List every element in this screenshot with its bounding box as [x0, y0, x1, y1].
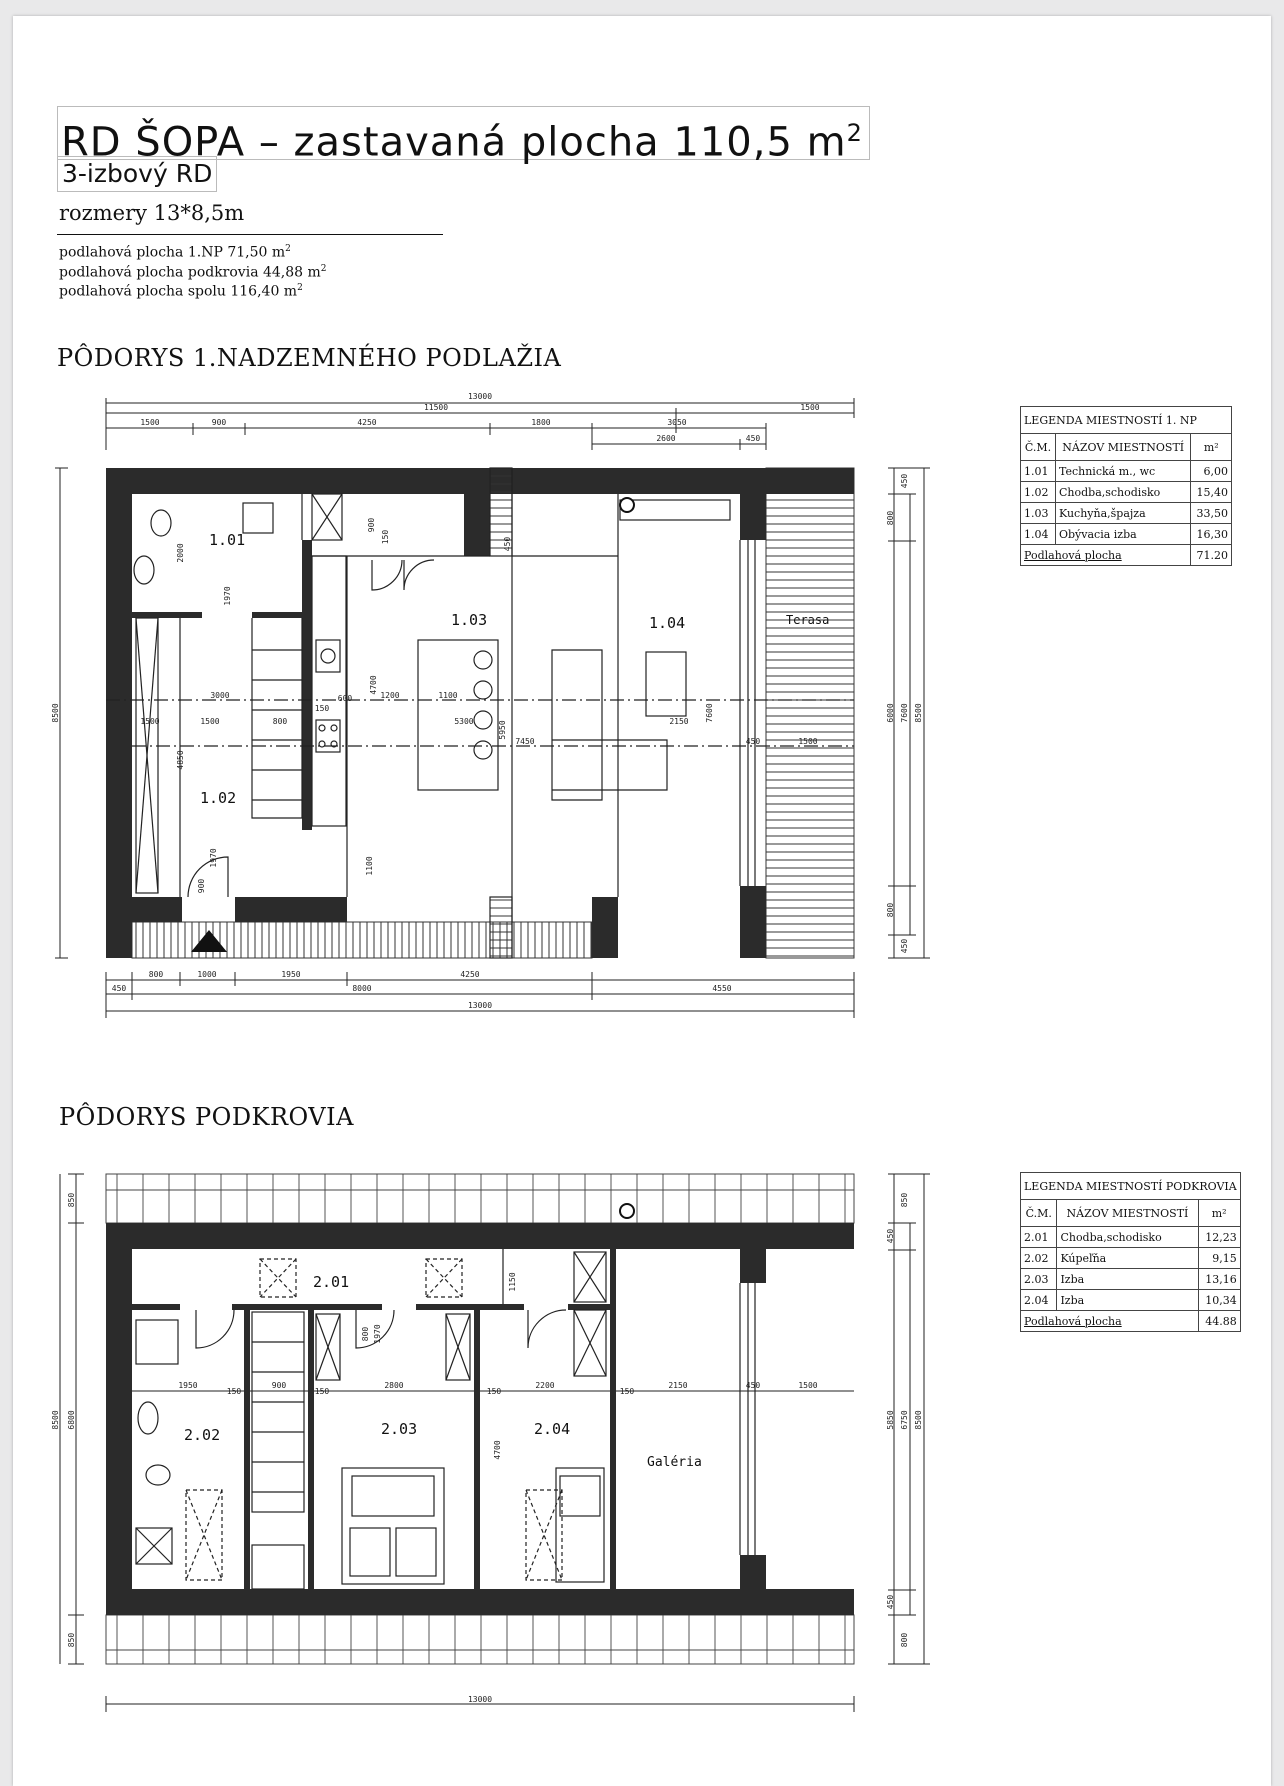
plan2-walls: [106, 1223, 854, 1615]
dim-label: 1950: [178, 1381, 198, 1390]
dim-label: 13000: [467, 1001, 493, 1010]
room-label: 1.04: [649, 614, 686, 632]
plan1-heading: PÔDORYS 1.NADZEMNÉHO PODLAŽIA: [57, 344, 562, 372]
dim-label: 13000: [467, 392, 493, 401]
dim-label: 1950: [281, 970, 301, 979]
dim-label: 1100: [438, 691, 458, 700]
legend-total-row: Podlahová plocha 71.20: [1021, 545, 1232, 566]
legend-row: 2.02 Kúpeľňa 9,15: [1021, 1248, 1241, 1269]
dim-label: 450: [503, 536, 512, 552]
dim-label: 3050: [667, 418, 687, 427]
dim-label: 4250: [357, 418, 377, 427]
dim-label: 5950: [498, 720, 507, 740]
dim-label: 2000: [176, 543, 185, 563]
dim-label: 1500: [140, 418, 160, 427]
room-label: 2.02: [184, 1426, 221, 1444]
dim-label: 850: [67, 1192, 76, 1208]
roof-overhang-bottom: [106, 1615, 854, 1664]
legend-title: LEGENDA MIESTNOSTÍ 1. NP: [1021, 407, 1232, 434]
dim-label: 1000: [197, 970, 217, 979]
dim-label: 5850: [886, 1410, 895, 1430]
dim-label: 1970: [223, 586, 232, 606]
dim-label: 450: [886, 1228, 895, 1244]
dim-label: 1500: [798, 1381, 818, 1390]
terrace-decking: [766, 468, 854, 958]
dim-label: 1500: [798, 737, 818, 746]
dim-label: 850: [67, 1632, 76, 1648]
dim-label: 4850: [176, 750, 185, 770]
dim-label: 8500: [914, 703, 923, 723]
legend-row: 1.03 Kuchyňa,špajza 33,50: [1021, 503, 1232, 524]
legend-col-no: Č.M.: [1021, 434, 1056, 461]
dim-label: 450: [111, 984, 127, 993]
legend-col-area: m²: [1198, 1200, 1240, 1227]
area-line: podlahová plocha 1.NP 71,50 $m^2$: [59, 244, 291, 261]
dim-label: 150: [619, 1387, 635, 1396]
title-unit-exponent: 2: [846, 119, 863, 147]
dim-label: 7600: [705, 703, 714, 723]
dim-label: 900: [197, 878, 206, 894]
dim-label: 450: [886, 1594, 895, 1610]
dim-label: 6000: [886, 703, 895, 723]
dim-label: 13000: [467, 1695, 493, 1704]
dim-label: 150: [486, 1387, 502, 1396]
roof-overhang-top: [106, 1174, 854, 1223]
legend-row: 2.03 Izba 13,16: [1021, 1269, 1241, 1290]
chimney-icon: [620, 498, 634, 512]
dim-label: 450: [745, 737, 761, 746]
legend-title: LEGENDA MIESTNOSTÍ PODKROVIA: [1021, 1173, 1241, 1200]
dim-label: 1150: [508, 1272, 517, 1292]
dim-label: 900: [367, 517, 376, 533]
subtitle: 3-izbový RD: [57, 156, 217, 192]
dim-label: 1800: [531, 418, 551, 427]
dim-label: 800: [900, 1632, 909, 1648]
chimney-icon: [620, 1204, 634, 1218]
dim-label: 1500: [800, 403, 820, 412]
legend-col-no: Č.M.: [1021, 1200, 1057, 1227]
legend-col-name: NÁZOV MIESTNOSTÍ: [1055, 434, 1191, 461]
dim-label: 6800: [67, 1410, 76, 1430]
dim-label: 150: [226, 1387, 242, 1396]
room-label: 2.01: [313, 1273, 350, 1291]
dim-label: 450: [745, 1381, 761, 1390]
dim-label: 2150: [669, 717, 689, 726]
legend-row: 1.02 Chodba,schodisko 15,40: [1021, 482, 1232, 503]
dim-label: 7450: [515, 737, 535, 746]
room-label: 2.03: [381, 1420, 418, 1438]
dim-label: 1100: [365, 856, 374, 876]
room-label: 1.02: [200, 789, 237, 807]
dim-label: 150: [314, 1387, 330, 1396]
dim-label: 4700: [369, 675, 378, 695]
legend-row: 2.04 Izba 10,34: [1021, 1290, 1241, 1311]
dim-label: 1970: [373, 1324, 382, 1344]
dim-label: 800: [886, 510, 895, 526]
dim-label: 800: [886, 902, 895, 918]
dim-label: 8500: [51, 703, 60, 723]
dim-label: 450: [900, 938, 909, 954]
plan2: [51, 1174, 930, 1712]
dim-label: 1500: [200, 717, 220, 726]
legend-total-row: Podlahová plocha 44.88: [1021, 1311, 1241, 1332]
plan1: [51, 392, 930, 1018]
dim-label: 1500: [140, 717, 160, 726]
legend-row: 1.01 Technická m., wc 6,00: [1021, 461, 1232, 482]
dim-label: 150: [314, 704, 330, 713]
dim-label: 900: [211, 418, 227, 427]
dim-label: 8500: [51, 1410, 60, 1430]
dim-label: 2200: [535, 1381, 555, 1390]
dim-label: 4250: [460, 970, 480, 979]
dim-label: 7600: [900, 703, 909, 723]
room-label: 1.03: [451, 611, 488, 629]
dim-label: 8000: [352, 984, 372, 993]
dim-label: 6750: [900, 1410, 909, 1430]
dim-label: 800: [148, 970, 164, 979]
dim-label: 600: [337, 694, 353, 703]
dim-label: 8500: [914, 1410, 923, 1430]
dim-label: 900: [271, 1381, 287, 1390]
legend-col-name: NÁZOV MIESTNOSTÍ: [1057, 1200, 1198, 1227]
dim-label: 800: [272, 717, 288, 726]
dim-label: 4700: [493, 1440, 502, 1460]
overall-dimensions: rozmery 13*8,5m: [59, 201, 245, 225]
room-label: 1.01: [209, 531, 246, 549]
dim-label: 150: [381, 529, 390, 545]
dim-label: 5300: [454, 717, 474, 726]
dim-label: 800: [361, 1326, 370, 1342]
dim-label: 11500: [423, 403, 449, 412]
dim-label: 2800: [384, 1381, 404, 1390]
dim-label: 4550: [712, 984, 732, 993]
area-line: podlahová plocha podkrovia 44,88 $m^2$: [59, 263, 327, 281]
legend-row: 1.04 Obývacia izba 16,30: [1021, 524, 1232, 545]
area-line: podlahová plocha spolu 116,40 $m^2$: [59, 283, 303, 300]
gallery-label: Galéria: [647, 1455, 702, 1470]
dim-label: 2150: [668, 1381, 688, 1390]
dim-label: 2600: [656, 434, 676, 443]
legend-row: 2.01 Chodba,schodisko 12,23: [1021, 1227, 1241, 1248]
room-label: 2.04: [534, 1420, 571, 1438]
project-title: RD ŠOPA – zastavaná plocha 110,5 m: [61, 119, 847, 166]
dim-label: 850: [900, 1192, 909, 1208]
dim-label: 1200: [380, 691, 400, 700]
dim-label: 1970: [209, 848, 218, 868]
plan2-heading: PÔDORYS PODKROVIA: [59, 1103, 354, 1131]
dim-label: 450: [745, 434, 761, 443]
dim-label: 3000: [210, 691, 230, 700]
legend-col-area: m²: [1191, 434, 1232, 461]
terrace-label: Terasa: [786, 613, 830, 627]
dim-label: 450: [900, 473, 909, 489]
